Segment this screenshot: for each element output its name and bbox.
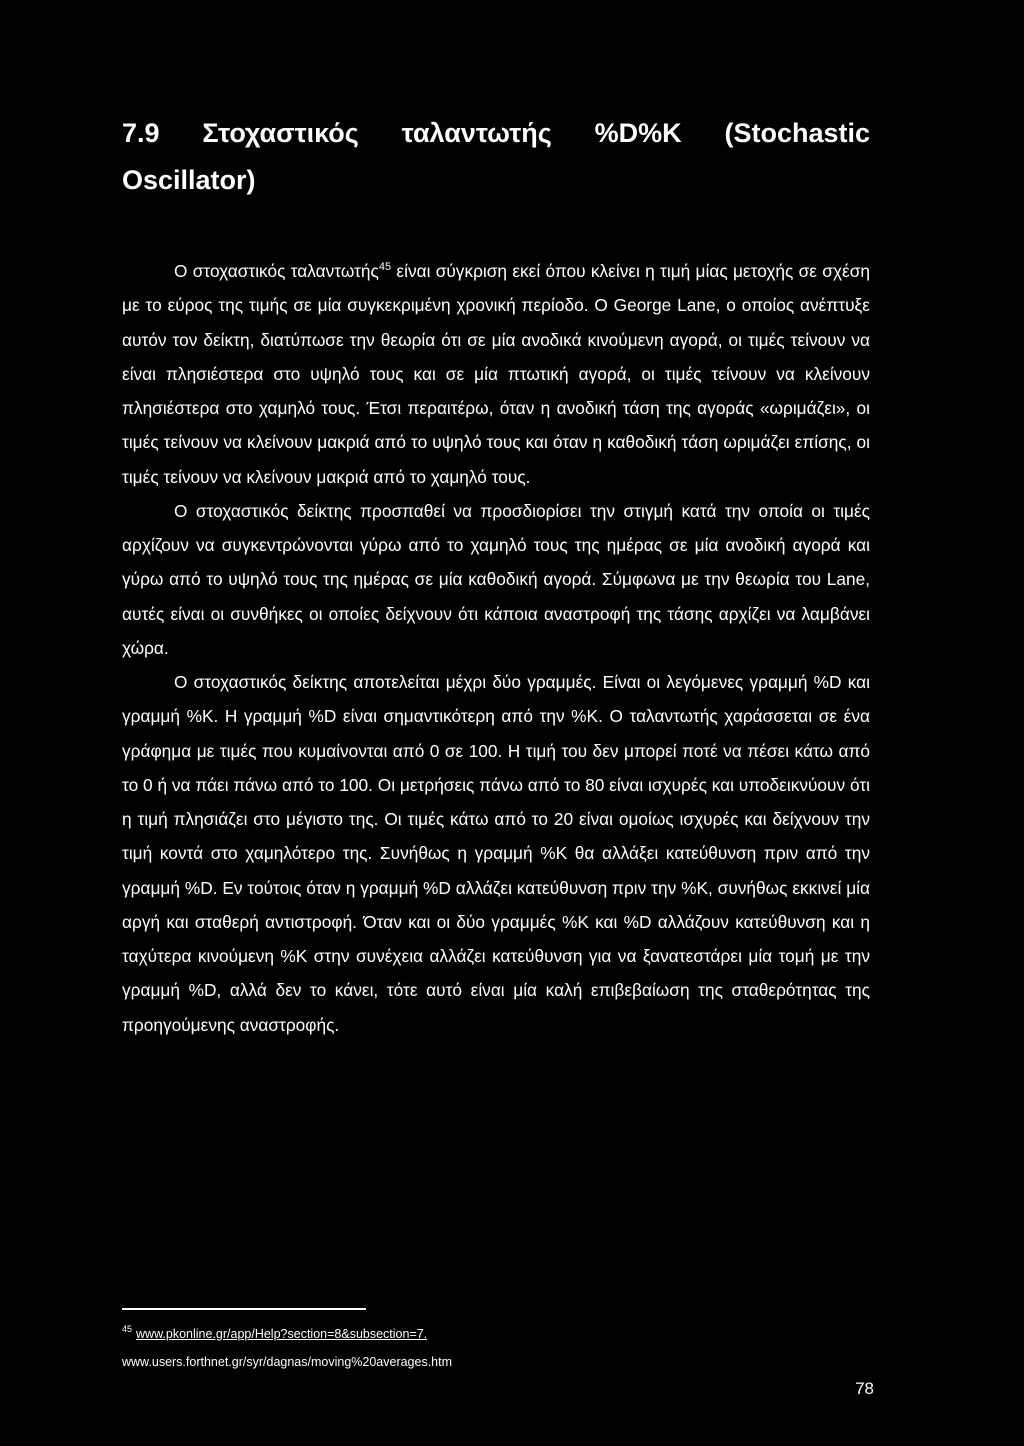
paragraph-2: Ο στοχαστικός δείκτης προσπαθεί να προσδιορίσει την στιγμή κατά την οποία οι τιμές αρχίζουν να συγκεντρώνονται γύρω από το χαμηλό τους της ημέρας σε μία ανοδική αγορά και γύρω από το υψηλό τους της ημέρας σε μία καθοδική αγορά. Σύμφωνα με την θεωρία του Lane, αυτές είναι οι συνθήκες οι οποίες δείχνουν ότι κάποια αναστροφή της τάσης αρχίζει να λαμβάνει χώρα. [122, 500, 870, 658]
footnote-separator [122, 1308, 366, 1310]
footnote-mark: 45 [122, 1324, 133, 1334]
footnote-reference[interactable]: 45 [378, 261, 392, 273]
footnote-url-2: www.users.forthnet.gr/syr/dagnas/moving%20averages.htm [122, 1355, 453, 1369]
footnote-45 [122, 1320, 882, 1348]
paragraph-1-start: Ο στοχαστικός ταλαντωτής [174, 261, 379, 281]
page-number: 78 [855, 1379, 874, 1398]
footnote-link[interactable]: www.pkonline.gr/app/Help?section=8&subsection=7. [136, 1327, 428, 1341]
section-heading: 7.9 Στοχαστικός ταλαντωτής %D%K (Stochastic Oscillator) [122, 118, 870, 195]
footnotes [122, 1320, 882, 1376]
paragraph-1 [122, 254, 870, 494]
paragraph-1-rest: είναι σύγκριση εκεί όπου κλείνει η τιμή μίας μετοχής σε σχέση με το εύρος της τιμής σε μία συγκεκριμένη χρονική περίοδο. Ο George Lane, ο οποίος ανέπτυξε αυτόν τον δείκτη, διατύπωσε την θεωρία ότι σε μία ανοδικά κινούμενη αγορά, οι τιμές τείνουν να είναι πλησιέστερα στο υψηλό τους και σε μία πτωτική αγορά, οι τιμές τείνουν να κλείνουν πλησιέστερα στο χαμηλό τους. Έτσι περαιτέρω, όταν η ανοδική τάση της αγοράς «ωριμάζει», οι τιμές τείνουν να κλείνουν μακριά από το υψηλό τους και όταν η καθοδική τάση ωριμάζει επίσης, οι τιμές τείνουν να κλείνουν μακριά από το χαμηλό τους. [122, 261, 870, 487]
paragraph-3: Ο στοχαστικός δείκτης αποτελείται μέχρι δύο γραμμές. Είναι οι λεγόμενες γραμμή %D και γραμμή %K. Η γραμμή %D είναι σημαντικότερη από την %K. Ο ταλαντωτής χαράσσεται σε ένα γράφημα με τιμές που κυμαίνονται από 0 σε 100. Η τιμή του δεν μπορεί ποτέ να πέσει κάτω από το 0 ή να πάει πάνω από το 100. Οι μετρήσεις πάνω από το 80 είναι ισχυρές και υποδεικνύουν ότι η τιμή πλησιάζει στο μέγιστο της. Οι τιμές κάτω από το 20 είναι ομοίως ισχυρές και δείχνουν την τιμή κοντά στο χαμηλότερο της. Συνήθως η γραμμή %K θα αλλάξει κατεύθυνση πριν από την γραμμή %D. Εν τούτοις όταν η γραμμή %D αλλάζει κατεύθυνση πριν την %K, συνήθως εκκινεί μία αργή και σταθερή αντιστροφή. Όταν και οι δύο γραμμές %K και %D αλλάζουν κατεύθυνση και η ταχύτερα κινούμενη %K στην συνέχεια αλλάζει κατεύθυνση για να ξανατεστάρει μία τομή με την γραμμή %D, αλλά δεν το κάνει, τότε αυτό είναι μία καλή επιβεβαίωση της σταθερότητας της προηγούμενης αναστροφής. [122, 672, 870, 1035]
body-text [122, 254, 870, 1042]
